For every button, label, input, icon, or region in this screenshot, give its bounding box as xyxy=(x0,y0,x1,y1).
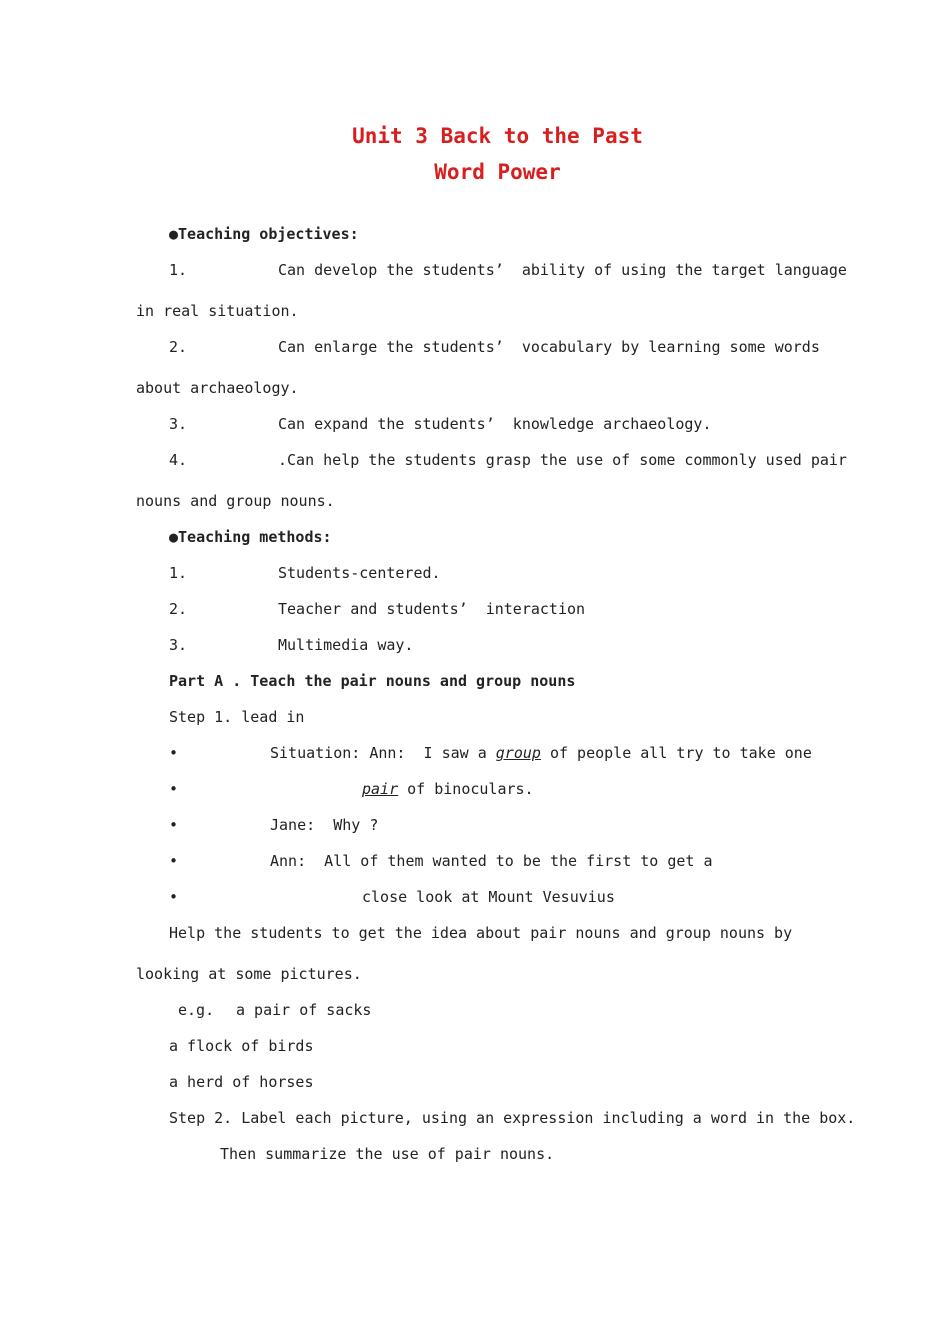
dialogue-text: of binoculars. xyxy=(398,780,534,798)
dialogue-line: Jane: Why ? xyxy=(270,816,379,834)
objective-number: 2. xyxy=(169,338,188,356)
example-item: a herd of horses xyxy=(169,1073,314,1091)
method-number: 3. xyxy=(169,636,188,654)
example-item: a pair of sacks xyxy=(236,1001,372,1019)
bullet-point: • xyxy=(169,816,179,834)
paragraph-continuation: looking at some pictures. xyxy=(136,965,362,983)
method-text: Multimedia way. xyxy=(278,636,414,654)
method-number: 2. xyxy=(169,600,188,618)
objective-number: 1. xyxy=(169,261,188,279)
objective-continuation: nouns and group nouns. xyxy=(136,492,335,510)
objective-text: Can enlarge the students’ vocabulary by learning some words xyxy=(278,338,820,356)
part-a-heading: Part A . Teach the pair nouns and group nouns xyxy=(169,672,576,690)
objectives-heading: ●Teaching objectives: xyxy=(169,225,359,243)
bullet-point: • xyxy=(169,744,179,762)
underlined-word: pair xyxy=(362,780,399,798)
paragraph-text: Help the students to get the idea about pair nouns and group nouns by xyxy=(169,924,793,942)
example-item: a flock of birds xyxy=(169,1037,314,1055)
dialogue-text: Situation: Ann: I saw a xyxy=(270,744,496,762)
objective-continuation: in real situation. xyxy=(136,302,299,320)
bullet-point: • xyxy=(169,780,179,798)
step-2-continuation: Then summarize the use of pair nouns. xyxy=(220,1145,555,1163)
objective-number: 4. xyxy=(169,451,188,469)
dialogue-line: close look at Mount Vesuvius xyxy=(362,888,615,906)
document-title: Unit 3 Back to the Past xyxy=(352,124,643,148)
objective-number: 3. xyxy=(169,415,188,433)
step-2-heading: Step 2. Label each picture, using an expression including a word in the box. xyxy=(169,1109,856,1127)
objective-continuation: about archaeology. xyxy=(136,379,299,397)
dialogue-line xyxy=(362,780,534,798)
objective-text: .Can help the students grasp the use of some commonly used pair xyxy=(278,451,847,469)
dialogue-text: of people all try to take one xyxy=(540,744,812,762)
document-subtitle: Word Power xyxy=(434,160,561,184)
method-number: 1. xyxy=(169,564,188,582)
bullet-point: • xyxy=(169,852,179,870)
dialogue-line xyxy=(270,744,812,762)
bullet-point: • xyxy=(169,888,179,906)
method-text: Teacher and students’ interaction xyxy=(278,600,586,618)
example-label: e.g. xyxy=(178,1001,215,1019)
step-1-heading: Step 1. lead in xyxy=(169,708,305,726)
underlined-word: group xyxy=(495,744,541,762)
dialogue-line: Ann: All of them wanted to be the first to get a xyxy=(270,852,713,870)
objective-text: Can develop the students’ ability of using the target language xyxy=(278,261,847,279)
methods-heading: ●Teaching methods: xyxy=(169,528,332,546)
method-text: Students-centered. xyxy=(278,564,441,582)
objective-text: Can expand the students’ knowledge archaeology. xyxy=(278,415,712,433)
